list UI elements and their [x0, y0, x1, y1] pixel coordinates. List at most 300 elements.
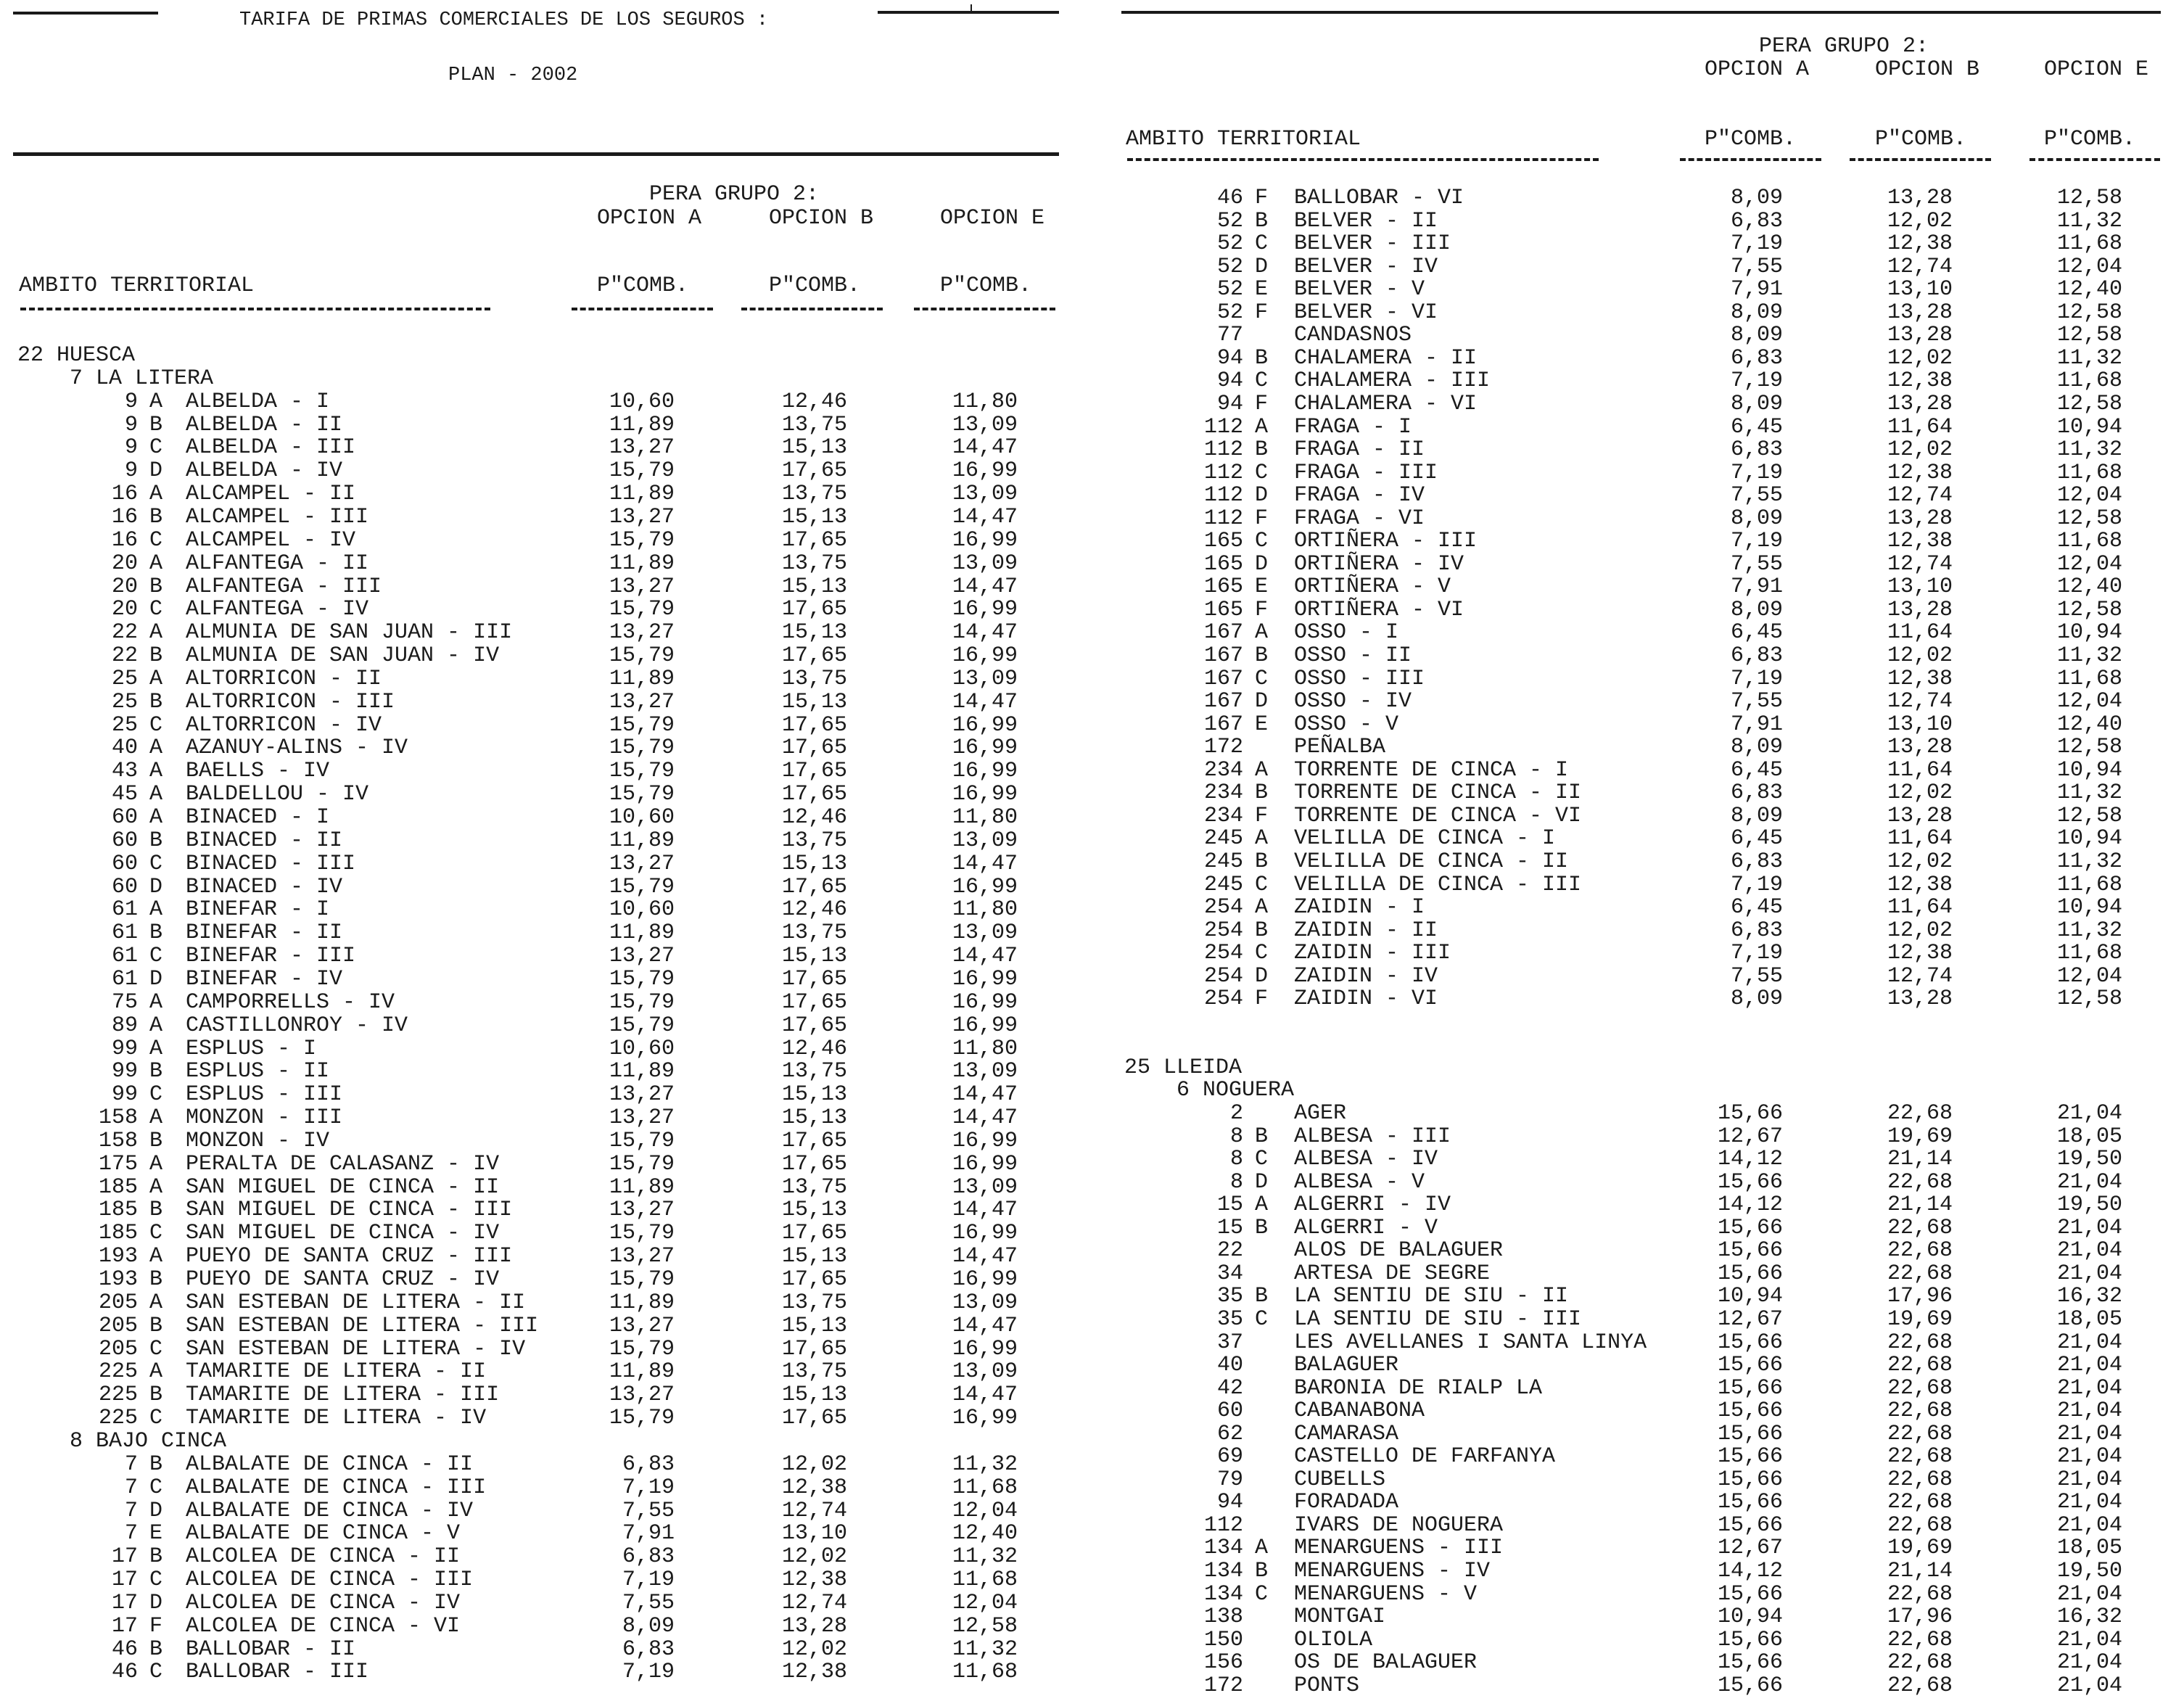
comarca-heading: 6 NOGUERA: [1177, 1078, 1295, 1103]
municipality-code: 112: [1203, 483, 1243, 508]
premium-option-b: 17,65: [781, 712, 847, 738]
municipality-code: 167: [1203, 712, 1243, 737]
premium-option-a: 7,55: [1730, 689, 1783, 714]
premium-option-a: 8,09: [1730, 987, 1783, 1012]
municipality-code: 156: [1203, 1650, 1243, 1676]
premium-option-a: 6,83: [622, 1451, 675, 1477]
premium-option-b: 12,38: [781, 1660, 847, 1685]
municipality-name: BINACED - I: [186, 805, 330, 830]
premium-option-b: 22,68: [1887, 1673, 1953, 1698]
municipality-code: 99: [111, 1082, 138, 1108]
premium-option-e: 11,68: [2056, 941, 2122, 966]
municipality-code: 172: [1203, 1673, 1243, 1698]
premium-option-a: 15,66: [1717, 1375, 1783, 1401]
municipality-name: PEÑALBA: [1294, 735, 1386, 760]
municipality-name: ALMUNIA DE SAN JUAN - III: [186, 620, 513, 646]
municipality-name: BALLOBAR - III: [186, 1660, 369, 1685]
value-b-header: P"COMB.: [1875, 127, 1967, 152]
municipality-name: ALCAMPEL - II: [186, 482, 356, 507]
municipality-name: LA SENTIU DE SIU - II: [1294, 1284, 1569, 1309]
sub-zone-letter: A: [149, 1244, 163, 1269]
premium-option-e: 21,04: [2056, 1169, 2122, 1195]
premium-option-b: 17,65: [781, 458, 847, 484]
municipality-name: ARTESA DE SEGRE: [1294, 1261, 1491, 1286]
municipality-code: 245: [1203, 826, 1243, 852]
municipality-code: 17: [111, 1590, 138, 1615]
right-page: [1117, 0, 2184, 1701]
premium-option-e: 16,32: [2056, 1605, 2122, 1630]
premium-option-a: 15,66: [1717, 1627, 1783, 1652]
premium-option-b: 13,75: [781, 1359, 847, 1385]
premium-option-e: 16,32: [2056, 1284, 2122, 1309]
value-a-underline: [1680, 158, 1821, 161]
municipality-code: 8: [1229, 1124, 1243, 1149]
municipality-name: OSSO - IV: [1294, 689, 1412, 714]
premium-option-a: 15,66: [1717, 1512, 1783, 1538]
sub-zone-letter: A: [149, 897, 163, 923]
municipality-code: 62: [1216, 1421, 1243, 1446]
municipality-code: 15: [1216, 1215, 1243, 1240]
plan-year: PLAN - 2002: [448, 65, 578, 86]
premium-option-b: 17,65: [781, 1336, 847, 1362]
sub-zone-letter: B: [149, 412, 163, 437]
municipality-code: 16: [111, 527, 138, 553]
premium-option-a: 15,79: [609, 712, 675, 738]
premium-option-b: 13,28: [781, 1613, 847, 1639]
premium-option-a: 15,79: [609, 643, 675, 669]
municipality-name: FRAGA - IV: [1294, 483, 1425, 508]
premium-option-a: 15,79: [609, 782, 675, 807]
premium-option-b: 19,69: [1887, 1536, 1953, 1561]
municipality-code: 34: [1216, 1261, 1243, 1286]
sub-zone-letter: B: [149, 920, 163, 946]
municipality-code: 99: [111, 1036, 138, 1061]
premium-option-a: 7,19: [622, 1568, 675, 1593]
premium-option-a: 14,12: [1717, 1559, 1783, 1583]
sub-zone-letter: B: [149, 1059, 163, 1084]
municipality-name: PUEYO DE SANTA CRUZ - IV: [186, 1267, 500, 1292]
group-label: PERA GRUPO 2:: [649, 182, 820, 207]
premium-option-e: 11,32: [952, 1451, 1018, 1477]
premium-option-b: 15,13: [781, 1082, 847, 1108]
premium-option-e: 11,32: [2056, 437, 2122, 463]
premium-option-a: 6,83: [1730, 849, 1783, 874]
municipality-code: 205: [98, 1290, 138, 1315]
premium-option-e: 16,99: [952, 527, 1018, 553]
sub-zone-letter: B: [1255, 918, 1269, 943]
premium-option-b: 17,65: [781, 1267, 847, 1292]
sub-zone-letter: C: [149, 1568, 163, 1593]
sub-zone-letter: B: [1255, 1559, 1269, 1583]
premium-option-e: 14,47: [952, 851, 1018, 876]
sub-zone-letter: B: [149, 1198, 163, 1223]
premium-option-a: 7,55: [1730, 551, 1783, 577]
premium-option-e: 10,94: [2056, 620, 2122, 646]
municipality-name: TORRENTE DE CINCA - II: [1294, 781, 1582, 806]
premium-option-e: 12,04: [2056, 689, 2122, 714]
municipality-name: ALBALATE DE CINCA - V: [186, 1521, 461, 1546]
municipality-name: ZAIDIN - I: [1294, 895, 1425, 920]
premium-option-a: 13,27: [609, 1244, 675, 1269]
municipality-code: 234: [1203, 757, 1243, 783]
premium-option-a: 10,60: [609, 1036, 675, 1061]
premium-option-e: 18,05: [2056, 1124, 2122, 1149]
premium-option-b: 15,13: [781, 1198, 847, 1223]
premium-option-b: 22,68: [1887, 1238, 1953, 1264]
sub-zone-letter: C: [149, 1475, 163, 1500]
header-rule: [1121, 11, 2161, 14]
sub-zone-letter: A: [149, 389, 163, 414]
premium-option-e: 12,58: [2056, 391, 2122, 416]
sub-zone-letter: C: [149, 1221, 163, 1246]
option-a-header: OPCION A: [1705, 57, 1810, 82]
premium-option-e: 14,47: [952, 944, 1018, 969]
premium-option-b: 12,38: [1887, 231, 1953, 257]
municipality-code: 165: [1203, 551, 1243, 577]
premium-option-a: 10,94: [1717, 1284, 1783, 1309]
municipality-name: ALFANTEGA - IV: [186, 597, 369, 622]
territory-column-header: AMBITO TERRITORIAL: [19, 273, 255, 298]
municipality-code: 112: [1203, 460, 1243, 485]
premium-option-b: 12,02: [1887, 918, 1953, 943]
premium-option-e: 14,47: [952, 1244, 1018, 1269]
sub-zone-letter: C: [149, 1406, 163, 1431]
municipality-name: ZAIDIN - III: [1294, 941, 1451, 966]
municipality-code: 17: [111, 1568, 138, 1593]
premium-option-a: 11,89: [609, 412, 675, 437]
municipality-name: BINACED - IV: [186, 874, 343, 899]
municipality-code: 138: [1203, 1605, 1243, 1630]
premium-option-a: 7,19: [1730, 872, 1783, 897]
municipality-name: ALFANTEGA - II: [186, 551, 369, 576]
municipality-name: FORADADA: [1294, 1490, 1399, 1515]
municipality-code: 7: [124, 1498, 138, 1523]
sub-zone-letter: E: [1255, 712, 1269, 737]
municipality-code: 46: [111, 1660, 138, 1685]
sub-zone-letter: B: [1255, 643, 1269, 668]
premium-option-a: 11,89: [609, 1290, 675, 1315]
sub-zone-letter: A: [149, 1105, 163, 1131]
value-e-underline: [2030, 158, 2160, 161]
premium-option-e: 19,50: [2056, 1559, 2122, 1583]
territory-underline: [20, 308, 490, 310]
premium-option-e: 11,32: [2056, 208, 2122, 234]
sub-zone-letter: E: [1255, 277, 1269, 302]
municipality-code: 22: [111, 643, 138, 669]
municipality-code: 16: [111, 482, 138, 507]
municipality-code: 20: [111, 574, 138, 599]
municipality-name: IVARS DE NOGUERA: [1294, 1512, 1504, 1538]
sub-zone-letter: A: [149, 1151, 163, 1177]
sub-zone-letter: B: [149, 504, 163, 530]
municipality-name: BINEFAR - II: [186, 920, 343, 946]
municipality-name: LA SENTIU DE SIU - III: [1294, 1306, 1582, 1332]
premium-option-a: 7,19: [1730, 460, 1783, 485]
premium-option-e: 21,04: [2056, 1490, 2122, 1515]
municipality-name: ALBELDA - IV: [186, 458, 343, 484]
municipality-code: 158: [98, 1105, 138, 1131]
option-e-header: OPCION E: [2044, 57, 2149, 82]
municipality-name: LES AVELLANES I SANTA LINYA: [1294, 1330, 1647, 1355]
municipality-code: 112: [1203, 1512, 1243, 1538]
premium-option-a: 15,79: [609, 736, 675, 761]
premium-option-b: 13,28: [1887, 987, 1953, 1012]
premium-option-a: 15,79: [609, 1267, 675, 1292]
premium-option-e: 11,32: [2056, 345, 2122, 371]
premium-option-a: 15,66: [1717, 1169, 1783, 1195]
municipality-name: ALFANTEGA - III: [186, 574, 382, 599]
municipality-name: PERALTA DE CALASANZ - IV: [186, 1151, 500, 1177]
premium-option-b: 12,02: [1887, 849, 1953, 874]
premium-option-b: 21,14: [1887, 1193, 1953, 1218]
premium-option-e: 11,68: [2056, 460, 2122, 485]
premium-option-b: 15,13: [781, 1244, 847, 1269]
premium-option-e: 11,80: [952, 805, 1018, 830]
municipality-name: ALCOLEA DE CINCA - VI: [186, 1613, 461, 1639]
sub-zone-letter: C: [149, 712, 163, 738]
municipality-code: 134: [1203, 1559, 1243, 1583]
premium-option-a: 11,89: [609, 666, 675, 691]
premium-option-e: 12,58: [2056, 735, 2122, 760]
premium-option-e: 13,09: [952, 1290, 1018, 1315]
sub-zone-letter: C: [149, 851, 163, 876]
premium-option-b: 22,68: [1887, 1353, 1953, 1378]
premium-option-a: 15,66: [1717, 1421, 1783, 1446]
premium-option-a: 15,66: [1717, 1101, 1783, 1126]
premium-option-a: 6,45: [1730, 620, 1783, 646]
sub-zone-letter: F: [1255, 803, 1269, 828]
municipality-name: TAMARITE DE LITERA - III: [186, 1383, 500, 1408]
option-b-header: OPCION B: [1875, 57, 1980, 82]
sub-zone-letter: C: [1255, 872, 1269, 897]
municipality-code: 172: [1203, 735, 1243, 760]
premium-option-a: 15,79: [609, 1128, 675, 1153]
premium-option-e: 21,04: [2056, 1650, 2122, 1676]
premium-option-e: 11,32: [2056, 849, 2122, 874]
premium-option-a: 15,66: [1717, 1261, 1783, 1286]
premium-option-b: 19,69: [1887, 1306, 1953, 1332]
sub-zone-letter: C: [1255, 941, 1269, 966]
premium-option-e: 10,94: [2056, 826, 2122, 852]
sub-zone-letter: C: [1255, 1306, 1269, 1332]
premium-option-e: 21,04: [2056, 1399, 2122, 1424]
premium-option-a: 7,19: [1730, 368, 1783, 394]
premium-option-a: 7,55: [622, 1498, 675, 1523]
municipality-name: SAN ESTEBAN DE LITERA - II: [186, 1290, 526, 1315]
premium-option-e: 11,68: [952, 1568, 1018, 1593]
premium-option-a: 7,19: [1730, 231, 1783, 257]
premium-option-a: 8,09: [622, 1613, 675, 1639]
municipality-name: ALOS DE BALAGUER: [1294, 1238, 1504, 1264]
premium-option-a: 15,79: [609, 874, 675, 899]
sub-zone-letter: D: [149, 458, 163, 484]
municipality-name: ORTIÑERA - III: [1294, 529, 1478, 554]
municipality-name: BINACED - III: [186, 851, 356, 876]
municipality-name: BELVER - V: [1294, 277, 1425, 302]
premium-option-a: 11,89: [609, 1059, 675, 1084]
premium-option-e: 12,40: [952, 1521, 1018, 1546]
premium-option-a: 7,91: [1730, 712, 1783, 737]
premium-option-a: 10,60: [609, 389, 675, 414]
premium-option-b: 12,02: [781, 1636, 847, 1662]
premium-option-b: 13,75: [781, 412, 847, 437]
municipality-code: 46: [1216, 186, 1243, 210]
premium-option-b: 15,13: [781, 1105, 847, 1131]
premium-option-e: 16,99: [952, 712, 1018, 738]
value-e-underline: [914, 308, 1055, 310]
sub-zone-letter: A: [149, 759, 163, 784]
municipality-name: MENARGUENS - IV: [1294, 1559, 1491, 1583]
premium-option-e: 12,58: [2056, 323, 2122, 348]
value-a-header: P"COMB.: [597, 273, 689, 298]
premium-option-a: 15,79: [609, 989, 675, 1015]
premium-option-a: 6,83: [1730, 208, 1783, 234]
municipality-code: 17: [111, 1544, 138, 1570]
sub-zone-letter: B: [149, 1451, 163, 1477]
municipality-name: OSSO - V: [1294, 712, 1399, 737]
sub-zone-letter: B: [149, 1544, 163, 1570]
municipality-name: OSSO - III: [1294, 666, 1425, 691]
premium-option-a: 6,45: [1730, 414, 1783, 440]
premium-option-e: 12,58: [952, 1613, 1018, 1639]
sub-zone-letter: D: [1255, 483, 1269, 508]
municipality-name: BINEFAR - III: [186, 944, 356, 969]
premium-option-b: 22,68: [1887, 1169, 1953, 1195]
premium-option-b: 13,28: [1887, 597, 1953, 622]
premium-option-a: 7,55: [622, 1590, 675, 1615]
sub-zone-letter: A: [1255, 620, 1269, 646]
premium-option-b: 12,46: [781, 1036, 847, 1061]
municipality-code: 193: [98, 1267, 138, 1292]
premium-option-e: 11,32: [2056, 918, 2122, 943]
premium-option-e: 14,47: [952, 435, 1018, 461]
sub-zone-letter: A: [149, 551, 163, 576]
premium-option-e: 12,40: [2056, 574, 2122, 600]
municipality-code: 75: [111, 989, 138, 1015]
sub-zone-letter: D: [1255, 551, 1269, 577]
municipality-code: 234: [1203, 803, 1243, 828]
municipality-code: 94: [1216, 345, 1243, 371]
territory-underline: [1127, 158, 1599, 161]
premium-option-b: 19,69: [1887, 1124, 1953, 1149]
municipality-name: TORRENTE DE CINCA - VI: [1294, 803, 1582, 828]
premium-option-e: 13,09: [952, 482, 1018, 507]
municipality-code: 52: [1216, 254, 1243, 279]
premium-option-e: 14,47: [952, 1105, 1018, 1131]
sub-zone-letter: A: [149, 620, 163, 646]
municipality-name: ALBELDA - III: [186, 435, 356, 461]
premium-option-e: 12,58: [2056, 186, 2122, 210]
premium-option-b: 13,28: [1887, 506, 1953, 531]
option-b-header: OPCION B: [769, 206, 874, 231]
municipality-code: 134: [1203, 1536, 1243, 1561]
municipality-name: BINEFAR - IV: [186, 966, 343, 992]
premium-option-a: 13,27: [609, 1313, 675, 1338]
premium-option-a: 11,89: [609, 828, 675, 853]
municipality-name: BARONIA DE RIALP LA: [1294, 1375, 1543, 1401]
municipality-code: 112: [1203, 414, 1243, 440]
premium-option-a: 7,55: [1730, 963, 1783, 989]
premium-option-e: 11,80: [952, 389, 1018, 414]
municipality-name: ALMUNIA DE SAN JUAN - IV: [186, 643, 500, 669]
municipality-code: 60: [111, 851, 138, 876]
municipality-code: 150: [1203, 1627, 1243, 1652]
premium-option-e: 11,68: [2056, 666, 2122, 691]
municipality-code: 112: [1203, 506, 1243, 531]
premium-option-e: 12,58: [2056, 597, 2122, 622]
municipality-code: 61: [111, 966, 138, 992]
sub-zone-letter: A: [149, 1013, 163, 1038]
sub-zone-letter: C: [1255, 368, 1269, 394]
premium-option-e: 11,32: [952, 1544, 1018, 1570]
premium-option-a: 12,67: [1717, 1124, 1783, 1149]
municipality-code: 60: [111, 828, 138, 853]
premium-option-b: 11,64: [1887, 826, 1953, 852]
municipality-name: ALBELDA - II: [186, 412, 343, 437]
premium-option-e: 21,04: [2056, 1444, 2122, 1470]
premium-option-b: 12,74: [1887, 689, 1953, 714]
premium-option-b: 22,68: [1887, 1330, 1953, 1355]
premium-option-e: 16,99: [952, 782, 1018, 807]
municipality-code: 112: [1203, 437, 1243, 463]
premium-option-b: 22,68: [1887, 1215, 1953, 1240]
premium-option-a: 15,66: [1717, 1581, 1783, 1607]
sub-zone-letter: D: [1255, 254, 1269, 279]
municipality-name: BALLOBAR - II: [186, 1636, 356, 1662]
premium-option-e: 21,04: [2056, 1375, 2122, 1401]
premium-option-b: 12,38: [1887, 529, 1953, 554]
premium-option-b: 12,38: [781, 1475, 847, 1500]
municipality-code: 37: [1216, 1330, 1243, 1355]
premium-option-b: 11,64: [1887, 757, 1953, 783]
municipality-name: ALBALATE DE CINCA - II: [186, 1451, 474, 1477]
premium-option-e: 19,50: [2056, 1193, 2122, 1218]
premium-option-b: 12,38: [1887, 941, 1953, 966]
municipality-code: 167: [1203, 689, 1243, 714]
premium-option-a: 7,55: [1730, 483, 1783, 508]
premium-option-b: 12,74: [781, 1498, 847, 1523]
premium-option-e: 11,32: [952, 1636, 1018, 1662]
premium-option-b: 15,13: [781, 435, 847, 461]
sub-zone-letter: B: [1255, 1284, 1269, 1309]
municipality-code: 17: [111, 1613, 138, 1639]
municipality-code: 20: [111, 597, 138, 622]
municipality-code: 205: [98, 1313, 138, 1338]
premium-option-e: 14,47: [952, 620, 1018, 646]
premium-option-e: 16,99: [952, 1128, 1018, 1153]
sub-zone-letter: A: [149, 989, 163, 1015]
municipality-code: 69: [1216, 1444, 1243, 1470]
premium-option-b: 12,02: [781, 1544, 847, 1570]
premium-option-e: 21,04: [2056, 1330, 2122, 1355]
municipality-code: 185: [98, 1174, 138, 1200]
premium-option-a: 6,45: [1730, 895, 1783, 920]
premium-option-e: 11,32: [2056, 643, 2122, 668]
premium-option-a: 13,27: [609, 851, 675, 876]
municipality-name: OS DE BALAGUER: [1294, 1650, 1478, 1676]
premium-option-e: 16,99: [952, 643, 1018, 669]
municipality-code: 35: [1216, 1284, 1243, 1309]
sub-zone-letter: C: [1255, 1147, 1269, 1172]
municipality-code: 40: [111, 736, 138, 761]
municipality-code: 15: [1216, 1193, 1243, 1218]
premium-option-a: 15,66: [1717, 1238, 1783, 1264]
premium-option-e: 13,09: [952, 551, 1018, 576]
sub-zone-letter: E: [1255, 574, 1269, 600]
header-rule-tick: [971, 4, 972, 12]
premium-option-b: 13,28: [1887, 323, 1953, 348]
sub-zone-letter: B: [1255, 781, 1269, 806]
